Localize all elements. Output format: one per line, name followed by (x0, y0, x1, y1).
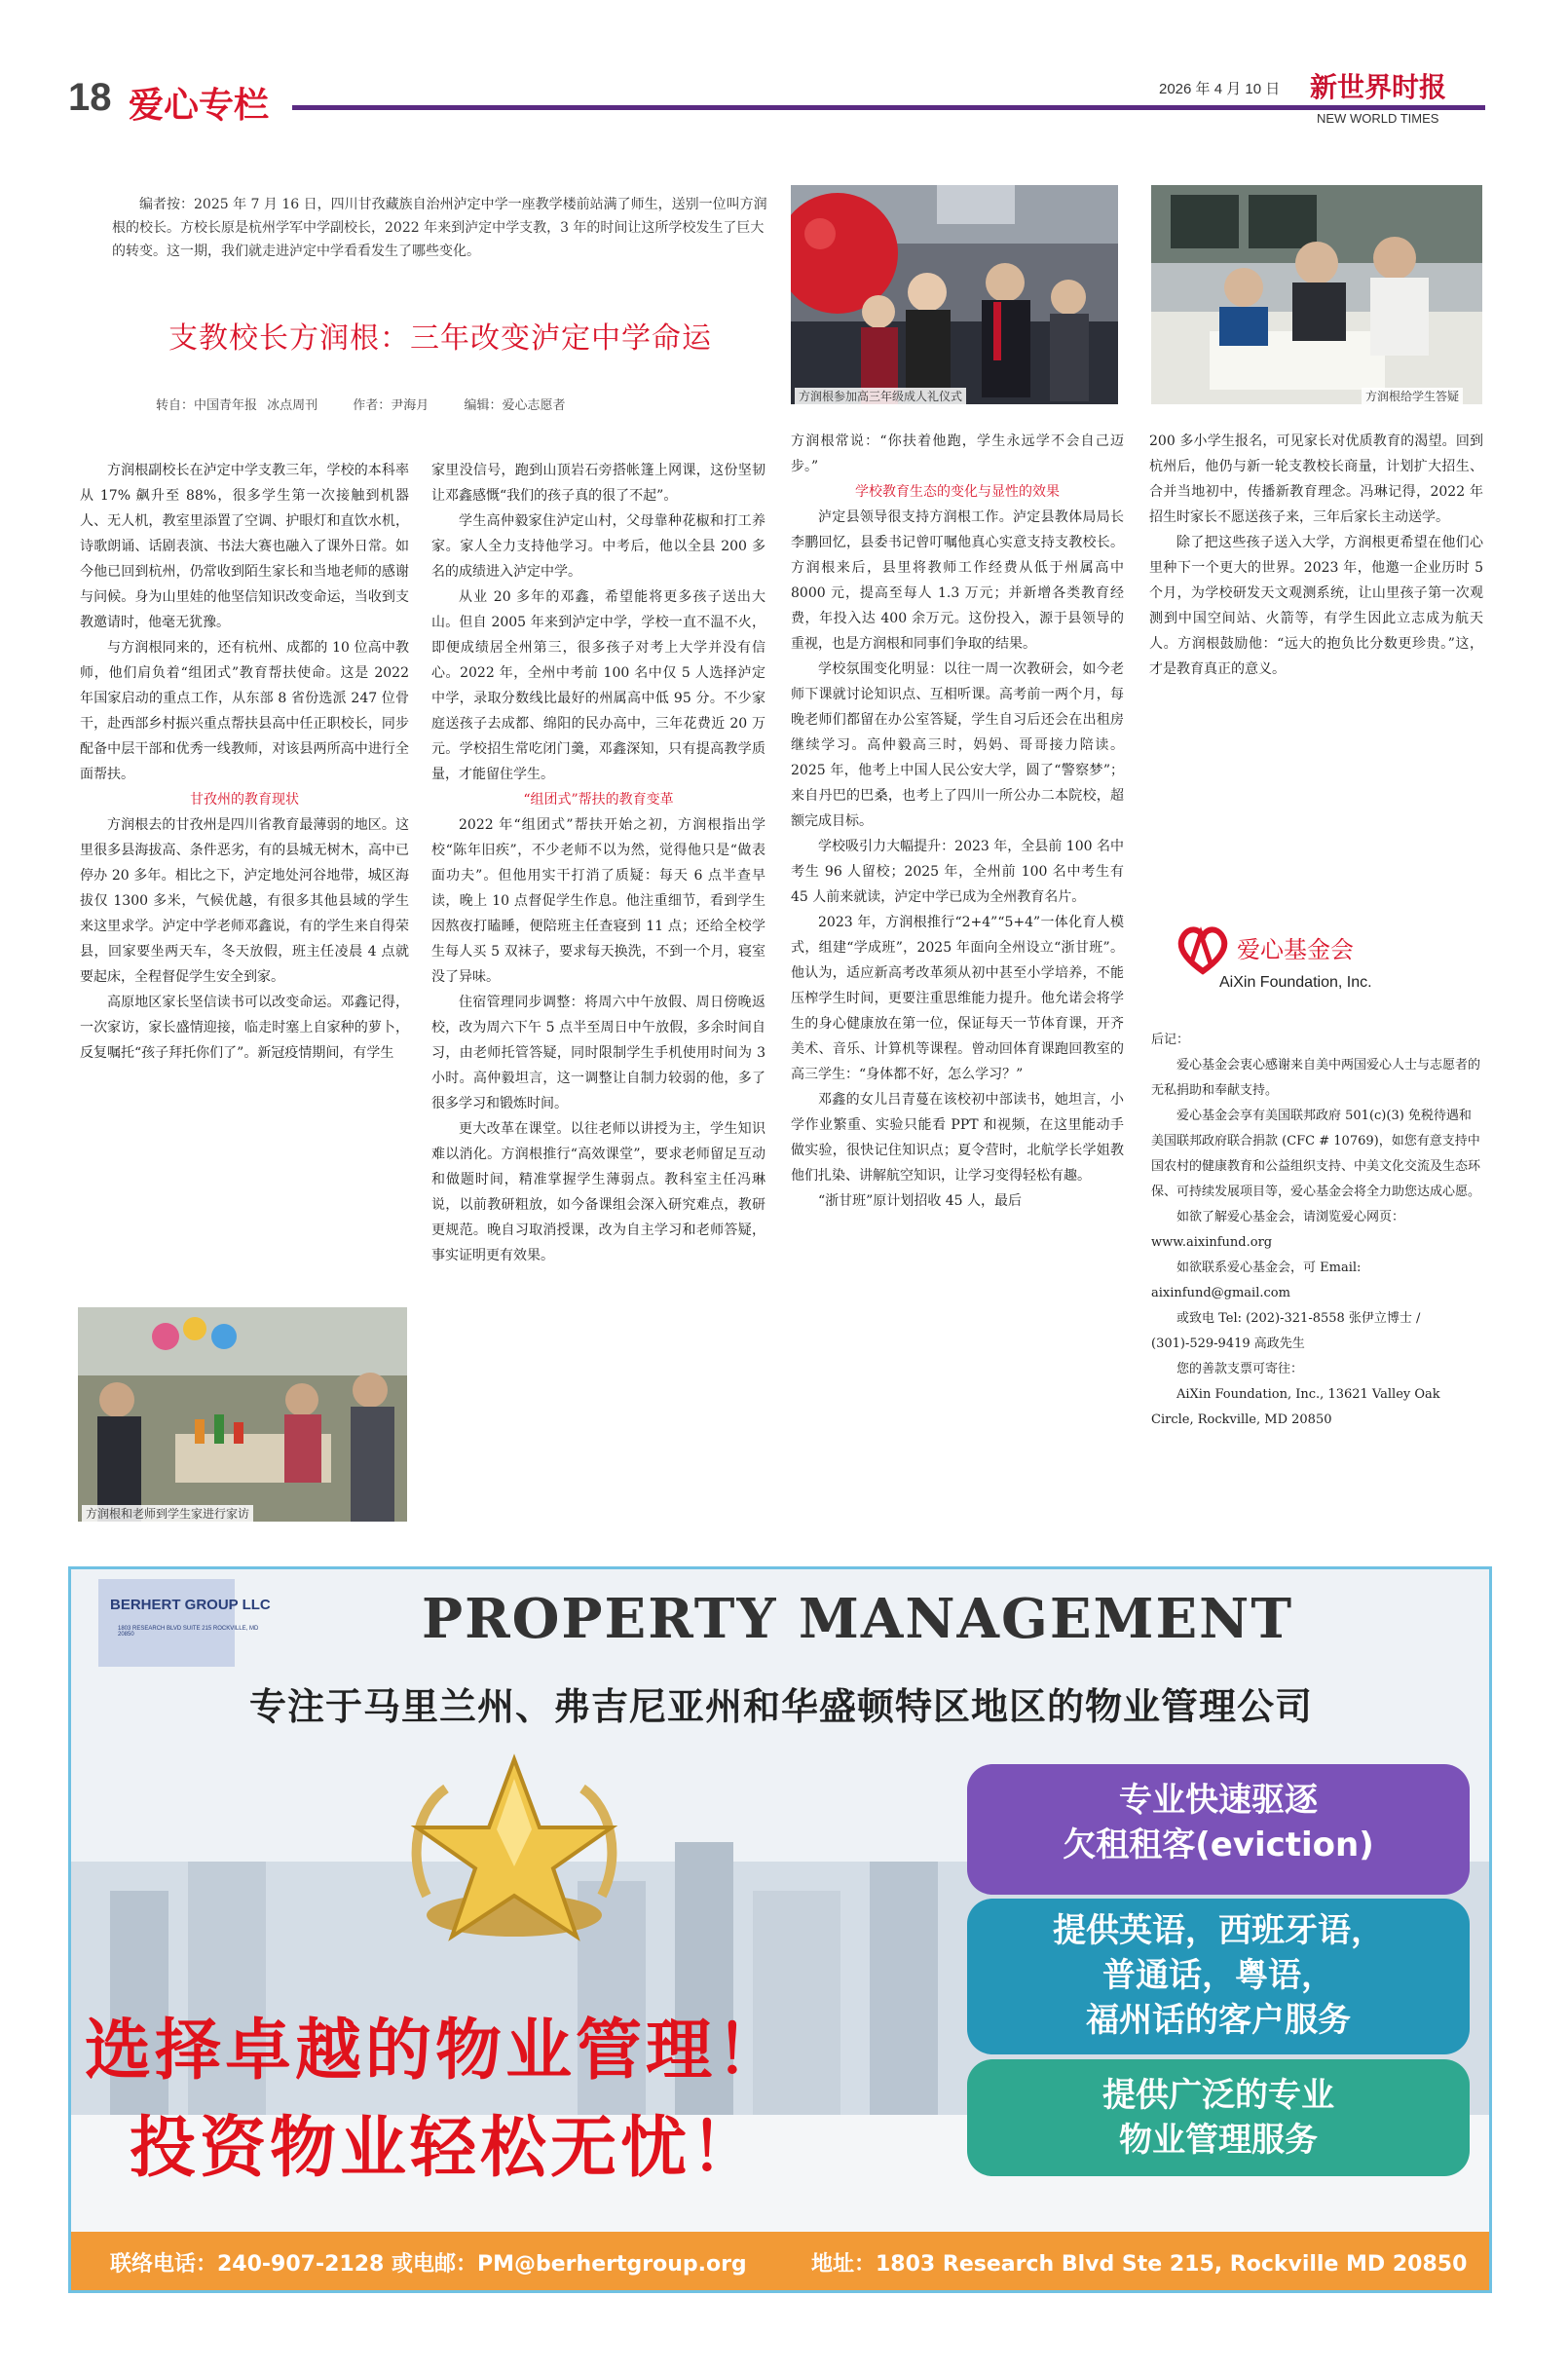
photo2-image (1151, 185, 1482, 404)
paragraph: 方润根副校长在泸定中学支教三年，学校的本科率从 17% 飙升至 88%，很多学生第一次接触到机器人、无人机，教室里添置了空调、护眼灯和直饮水机，诗歌朗诵、话剧表演、书法大赛也融入了课外日常。如今他已回到杭州，仍常收到陌生家长和当地老师的感谢与问候。身为山里娃的他坚信知识改变命运，当收到支教邀请时，他毫无犹豫。 (80, 463, 409, 630)
paragraph: 与方润根同来的，还有杭州、成都的 10 位高中教师，他们肩负着“组团式”教育帮扶使命。这是 2022 年国家启动的重点工作，从东部 8 省份选派 247 位骨干，赴西部乡村振兴重点帮扶县高中任正职校长，同步配备中层干部和优秀一线教师，对该县两所高中进行全面帮扶。 (80, 640, 409, 782)
foundation-name-en: AiXin Foundation, Inc. (1219, 974, 1372, 991)
paragraph: 邓鑫的女儿吕青蔓在该校初中部读书，她坦言，小学作业繁重、实验只能看 PPT 和视频，在这里能动手做实验，很快记住知识点；夏令营时，北航学长学姐教他们扎染、讲解航空知识，让学习变得轻松有趣。 (791, 1092, 1124, 1184)
afterword-paragraph: 如欲联系爱心基金会，可 Email: (1176, 1261, 1362, 1275)
editor-note: 编者按：2025 年 7 月 16 日，四川甘孜藏族自治州泸定中学一座教学楼前站满了师生，送别一位叫方润根的校长。方校长原是杭州学军中学副校长，2022 年来到泸定中学支教，3 年的时间让这所学校发生了巨大的转变。这一期，我们就走进泸定中学看看发生了哪些变化。 (112, 197, 767, 259)
section-title: 爱心专栏 (129, 86, 270, 126)
ad-subheading: 专注于马里兰州、弗吉尼亚州和华盛顿特区地区的物业管理公司 (248, 1684, 1313, 1728)
foundation-email-link[interactable]: aixinfund@gmail.com (1151, 1286, 1290, 1300)
article-column-4 (1149, 429, 1483, 682)
company-name: BERHERT GROUP LLC (110, 1597, 271, 1613)
paragraph: 除了把这些孩子送入大学，方润根更希望在他们心里种下一个更大的世界。2023 年，他邀一企业历时 5 个月，为学校研发天文观测系统，让山里孩子第一次观测到中国空间站、火箭等，有学生因此立志成为航天人。方润根鼓励他：“远大的抱负比分数更珍贵。”这，才是教育真正的意义。 (1149, 535, 1483, 677)
afterword-paragraph: 如欲了解爱心基金会，请浏览爱心网页： (1176, 1210, 1405, 1224)
ad-address: 地址：1803 Research Blvd Ste 215, Rockville MD 20850 (811, 2252, 1468, 2277)
ad-heading: PROPERTY MANAGEMENT (422, 1587, 1294, 1651)
photo1-caption: 方润根参加高三年级成人礼仪式 (795, 388, 966, 404)
afterword-paragraph: 您的善款支票可寄往： (1176, 1362, 1304, 1376)
paragraph: 200 多小学生报名，可见家长对优质教育的渴望。回到杭州后，他仍与新一轮支教校长商量，计划扩大招生、合并当地初中，传播新教育理念。冯琳记得，2022 年招生时家长不愿送孩子来，三年后家长主动送学。 (1149, 433, 1483, 525)
article-column-3 (791, 429, 1124, 1214)
gold-star-trophy-icon (397, 1750, 631, 1954)
paragraph: 家里没信号，跑到山顶岩石旁搭帐篷上网课，这份坚韧让邓鑫感慨“我们的孩子真的很了不起”。 (431, 463, 765, 504)
paragraph: 从业 20 多年的邓鑫，希望能将更多孩子送出大山。但自 2005 年来到泸定中学，学校一直不温不火，即便成绩居全州第三，很多孩子对考上大学并没有信心。2022 年，全州中考前 100 名中仅 5 人选择泸定中学，录取分数线比最好的州属高中低 95 分。不少家庭送孩子去成都、绵阳的民办高中，三年花费近 20 万元。学校招生常吃闭门羹，邓鑫深知，只有提高教学质量，才能留住学生。 (431, 589, 765, 782)
article-source: 转自：中国青年报 冰点周刊 (156, 398, 318, 413)
paragraph: 2023 年，方润根推行“2+4”“5+4”一体化育人模式，组建“学成班”，2025 年面向全州设立“浙甘班”。他认为，适应新高考改革须从初中甚至小学培养，不能压榨学生时间，更要注重思维能力提升。他允诺会将学生的身心健康放在第一位，保证每天一节体育课，开齐美术、音乐、计算机等课程。曾动回体育课跑回教室的高三学生：“身体都不好，怎么学习？” (791, 915, 1124, 1082)
photo3-image (78, 1307, 407, 1522)
foundation-mailing-address: AiXin Foundation, Inc., 13621 Valley Oak Circle, Rockville, MD 20850 (1151, 1387, 1440, 1427)
byline (156, 395, 590, 413)
article-editor: 编辑：爱心志愿者 (464, 398, 566, 413)
page-number: 18 (68, 76, 112, 119)
subheading-ganzi: 甘孜州的教育现状 (190, 792, 299, 808)
foundation-website-link[interactable]: www.aixinfund.org (1151, 1235, 1273, 1250)
subheading-group-aid: “组团式”帮扶的教育变革 (523, 792, 674, 808)
article-column-1 (80, 458, 409, 1066)
service-management: 提供广泛的专业 物业管理服务 (967, 2059, 1470, 2176)
afterword-paragraph: 或致电 Tel: (202)-321-8558 张伊立博士 / (301)-529-9419 高政先生 (1151, 1311, 1421, 1351)
paragraph: “浙甘班”原计划招收 45 人，最后 (818, 1193, 1023, 1209)
photo-home-visit (78, 1307, 407, 1522)
paragraph: 方润根常说：“你扶着他跑，学生永远学不会自己迈步。” (791, 433, 1124, 474)
photo-coming-of-age-ceremony (791, 185, 1118, 404)
foundation-afterword (1151, 1028, 1482, 1433)
service-languages: 提供英语，西班牙语， 普通话，粤语， 福州话的客户服务 (967, 1899, 1470, 2054)
service-eviction: 专业快速驱逐 欠租租客(eviction) (967, 1764, 1470, 1895)
newspaper-name-en: NEW WORLD TIMES (1317, 111, 1439, 126)
afterword-paragraph: 爱心基金会衷心感谢来自美中两国爱心人士与志愿者的无私捐助和奉献支持。 (1151, 1058, 1481, 1098)
paragraph: 学生高仲毅家住泸定山村，父母靠种花椒和打工养家。家人全力支持他学习。中考后，他以全县 200 多名的成绩进入泸定中学。 (431, 513, 765, 580)
article-author: 作者：尹海月 (353, 398, 429, 413)
photo-answering-questions (1151, 185, 1482, 404)
ad-contact: 联络电话：240-907-2128 或电邮：PM@berhertgroup.org (110, 2252, 747, 2277)
berhert-logo (98, 1579, 235, 1667)
ad-slogan-2: 投资物业轻松无忧！ (130, 2110, 762, 2187)
ad-slogan-1: 选择卓越的物业管理！ (85, 2013, 787, 2090)
afterword-label: 后记： (1151, 1033, 1190, 1047)
issue-date: 2026 年 4 月 10 日 (1159, 81, 1281, 97)
photo1-image (791, 185, 1118, 404)
paragraph: 学校氛围变化明显：以往一周一次教研会，如今老师下课就讨论知识点、互相听课。高考前一两个月，每晚老师们都留在办公室答疑，学生自习后还会在出租房继续学习。高仲毅高三时，妈妈、哥哥接力陪读。2025 年，他考上中国人民公安大学，圆了“警察梦”；来自丹巴的巴桑，也考上了四川一所公办二本院校，超额完成目标。 (791, 661, 1124, 829)
company-address-small: 1803 RESEARCH BLVD SUITE 215 ROCKVILLE, MD 20850 (118, 1626, 259, 1638)
paragraph: 方润根去的甘孜州是四川省教育最薄弱的地区。这里很多县海拔高、条件恶劣，有的县城无树木，高中已停办 20 多年。相比之下，泸定地处河谷地带，城区海拔仅 1300 多米，气候优越，有很多其他县域的学生来这里求学。泸定中学老师邓鑫说，有的学生来自得荣县，回家要坐两天车，冬天放假，班主任凌晨 4 点就要起床，全程督促学生安全到家。 (80, 817, 409, 985)
property-management-ad (68, 1566, 1492, 2293)
newspaper-name: 新世界时报 (1310, 71, 1447, 103)
afterword-paragraph: 爱心基金会享有美国联邦政府 501(c)(3) 免税待遇和美国联邦政府联合捐款 (CFC # 10769)，如您有意支持中国农村的健康教育和公益组织支持、中美文化交流及生态环保、可持续发展项目等，爱心基金会将全力助您达成心愿。 (1151, 1109, 1481, 1199)
paragraph: 住宿管理同步调整：将周六中午放假、周日傍晚返校，改为周六下午 5 点半至周日中午放假，多余时间自习，由老师托管答疑，同时限制学生手机使用时间为 3 小时。高仲毅坦言，这一调整让自制力较弱的他，多了很多学习和锻炼时间。 (431, 995, 765, 1111)
aixin-logo-icon (1174, 921, 1232, 979)
header-rule (292, 105, 1485, 110)
paragraph: 2022 年“组团式”帮扶开始之初，方润根指出学校“陈年旧疾”，不少老师不以为然，觉得他只是“做表面功夫”。但他用实干打消了质疑：每天 6 点半查早读，晚上 10 点督促学生作息。他注重细节，看到学生因熬夜打瞌睡，便陪班主任查寝到 11 点；还给全校学生每人买 5 双袜子，要求每天换洗，不到一个月，寝室没了异味。 (431, 817, 765, 985)
paragraph: 学校吸引力大幅提升：2023 年，全县前 100 名中考生 96 人留校；2025 年，全州前 100 名中考生有 45 人前来就读，泸定中学已成为全州教育名片。 (791, 839, 1124, 905)
article-column-2 (431, 458, 765, 1268)
paragraph: 高原地区家长坚信读书可以改变命运。邓鑫记得，一次家访，家长盛情迎接，临走时塞上自家种的萝卜，反复嘱托“孩子拜托你们了”。新冠疫情期间，有学生 (80, 995, 409, 1061)
article-title: 支教校长方润根：三年改变泸定中学命运 (168, 321, 712, 356)
subheading-school-ecology: 学校教育生态的变化与显性的效果 (855, 484, 1060, 500)
paragraph: 泸定县领导很支持方润根工作。泸定县教体局局长李鹏回忆，县委书记曾叮嘱他真心实意支持支教校长。方润根来后，县里将教师工作经费从低于州属高中 8000 元，提高至每人 1.3 万元；并新增各类教育经费，年投入达 400 余万元。这份投入，源于县领导的重视，也是方润根和同事们争取的结果。 (791, 509, 1124, 652)
photo3-caption: 方润根和老师到学生家进行家访 (82, 1505, 253, 1522)
foundation-name: 爱心基金会 (1237, 936, 1354, 963)
photo2-caption: 方润根给学生答疑 (1362, 388, 1463, 404)
paragraph: 更大改革在课堂。以往老师以讲授为主，学生知识难以消化。方润根推行“高效课堂”，要求老师留足互动和做题时间，精准掌握学生薄弱点。教科室主任冯琳说，以前教研粗放，如今备课组会深入研究难点，教研更规范。晚自习取消授课，改为自主学习和老师答疑，事实证明更有效果。 (431, 1121, 765, 1263)
